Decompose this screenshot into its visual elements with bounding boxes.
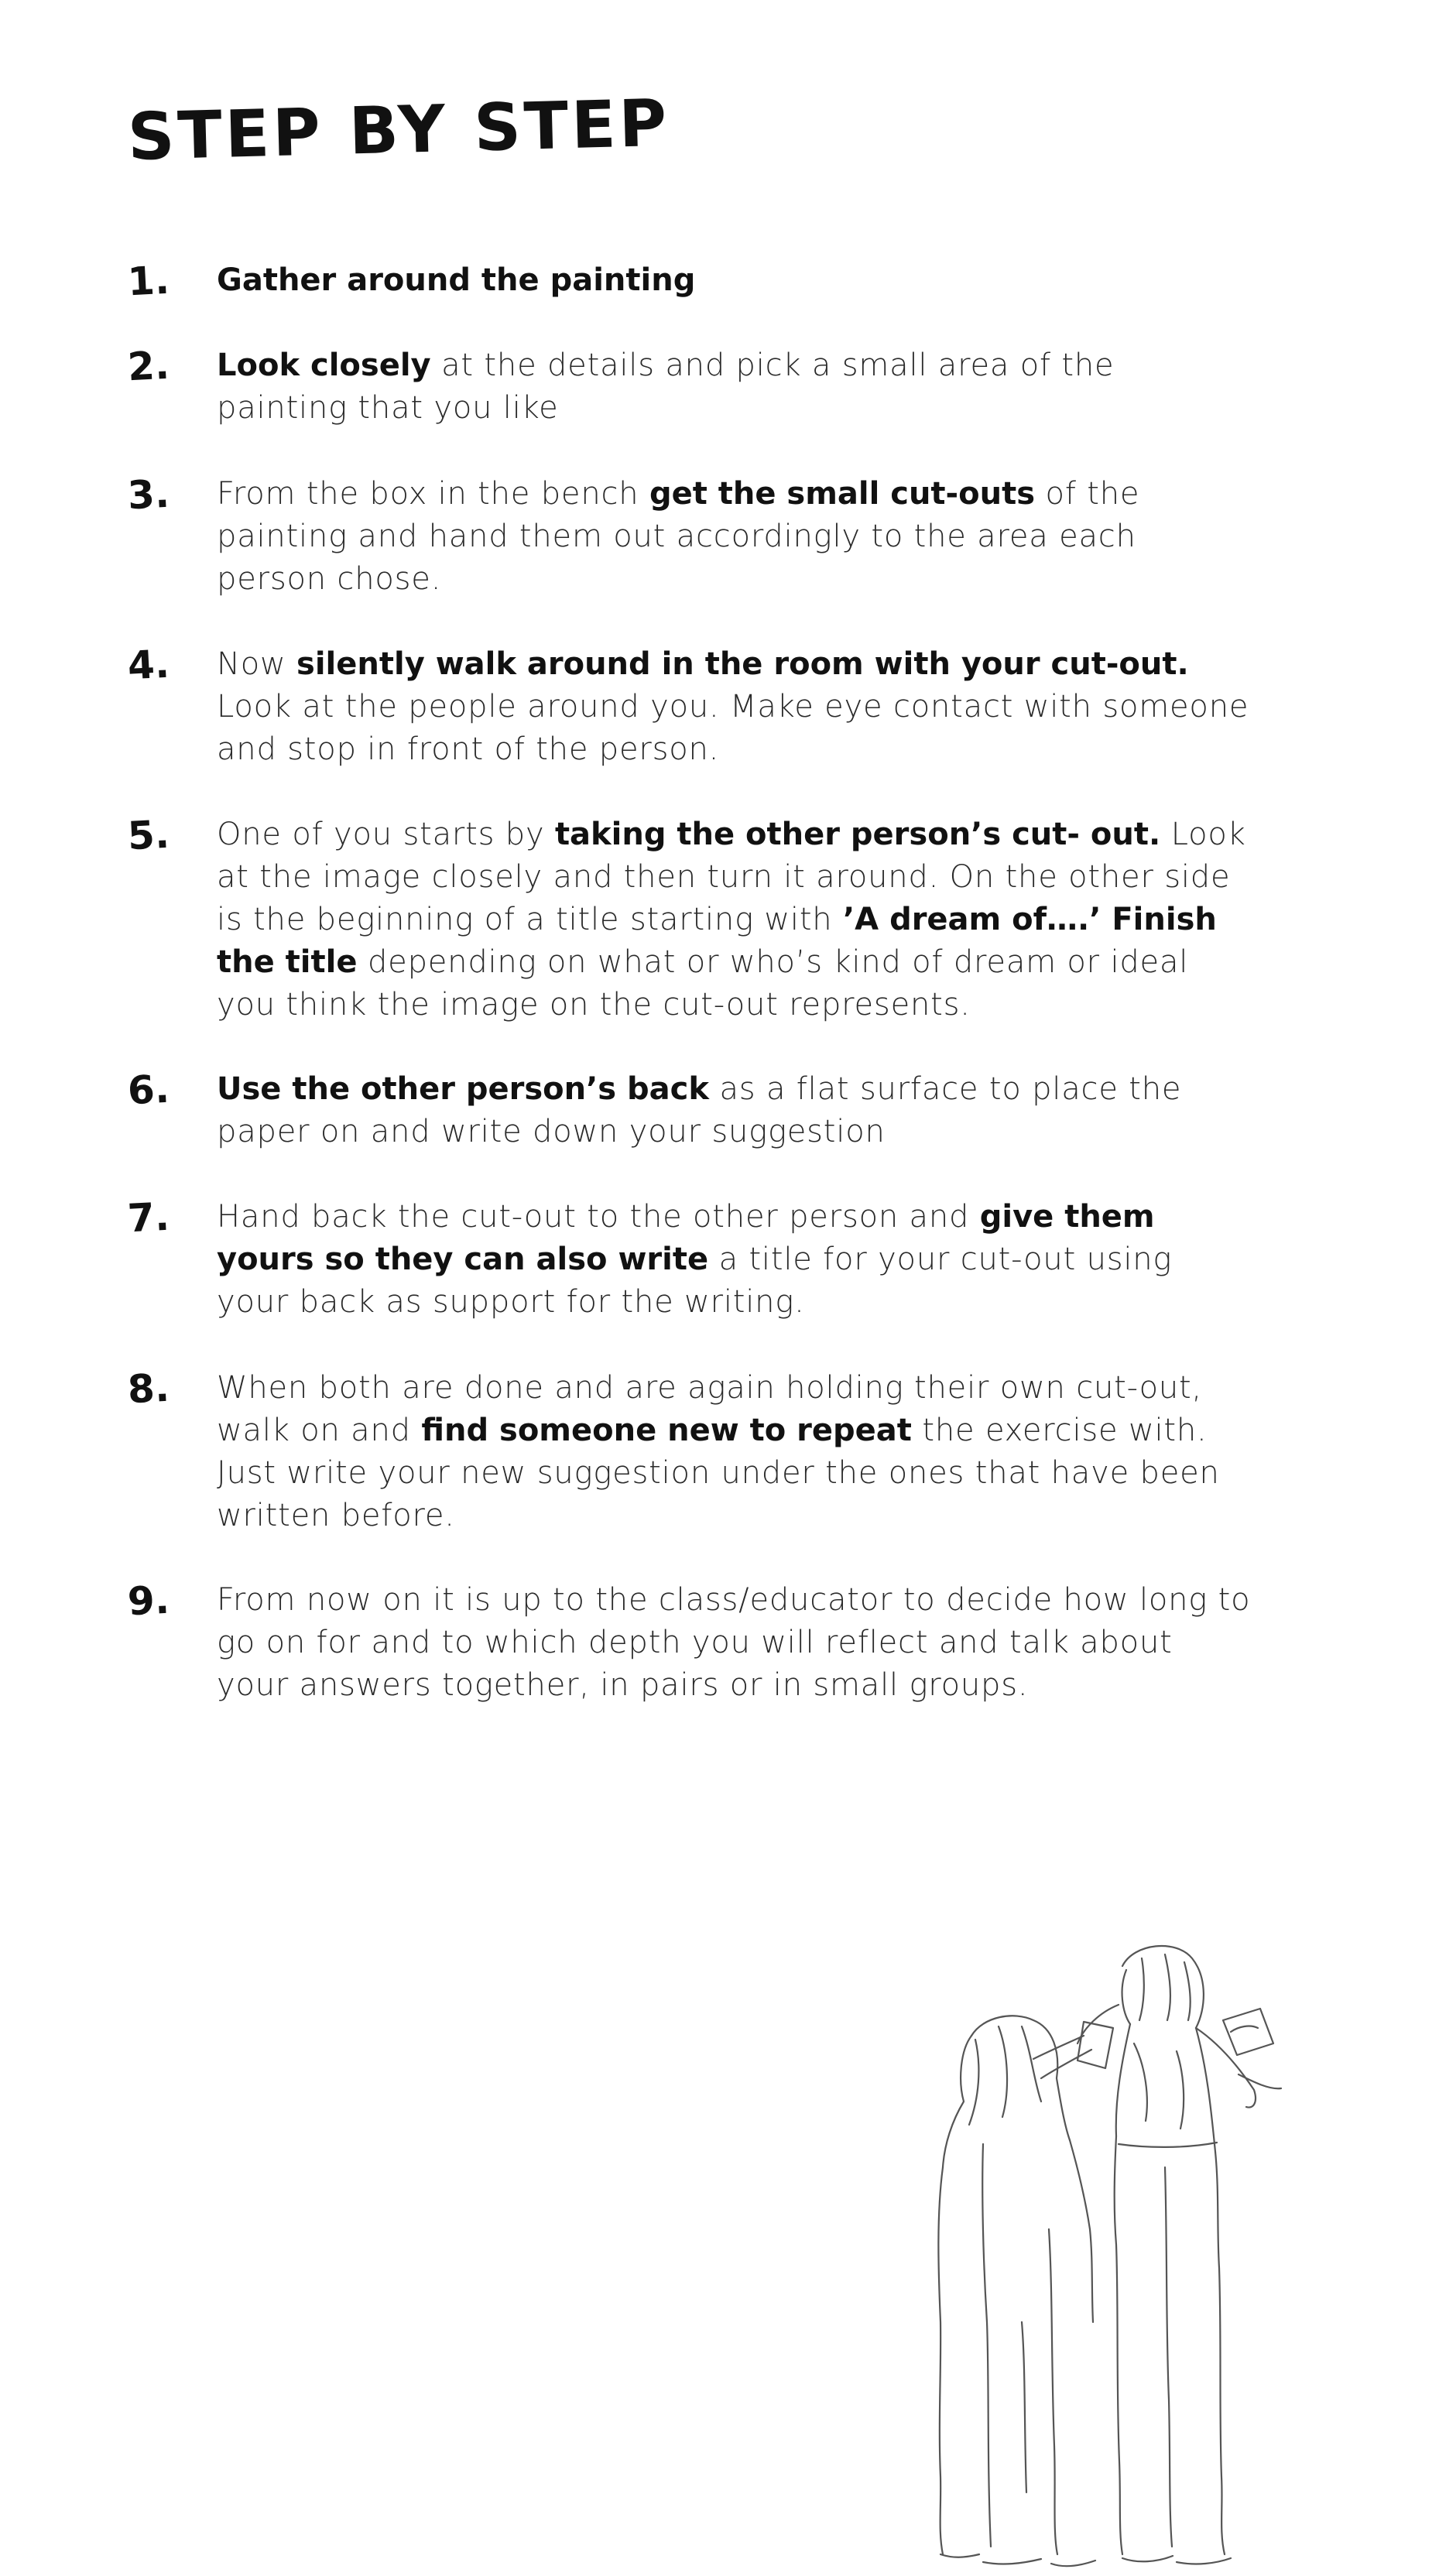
- step-text-regular: as a flat surface to place the paper on and write down your suggestion: [217, 1071, 1182, 1149]
- step-text: [217, 473, 1254, 601]
- step-number: 3.: [126, 471, 171, 519]
- step-text-regular: the exercise with. Just write your new suggestion under the ones that have been written before.: [217, 1413, 1220, 1533]
- step-text: [217, 1367, 1254, 1537]
- step-text: [217, 643, 1254, 771]
- step-number: 4.: [126, 641, 171, 689]
- step-text: [217, 1579, 1254, 1707]
- two-people-sketch-icon: [867, 1935, 1300, 2570]
- step-text-bold: silently walk around in the room with your cut-out.: [296, 646, 1189, 682]
- step-text-bold: ’A dream of….’ Finish the title: [217, 902, 1217, 980]
- step-number: 5.: [126, 811, 171, 859]
- step-number: 1.: [126, 257, 171, 305]
- step-text: [217, 259, 1254, 302]
- step-text-regular: of the painting and hand them out accordingly to the area each person chose.: [217, 476, 1140, 597]
- step-text-regular: Now: [217, 646, 297, 682]
- step-text-regular: depending on what or who’s kind of dream or ideal you think the image on the cut-out represents.: [217, 944, 1189, 1023]
- step-text-regular: One of you starts by: [217, 817, 555, 852]
- step-text-bold: taking the other person’s cut- out.: [554, 817, 1161, 852]
- step-text-bold: give them yours so they can also write: [217, 1199, 1155, 1277]
- page-title: STEP BY STEP: [126, 84, 671, 175]
- step-text-regular: From the box in the bench: [217, 476, 649, 512]
- step-text-bold: find someone new to repeat: [421, 1413, 912, 1448]
- step-text: [217, 814, 1254, 1026]
- step-number: 6.: [126, 1066, 171, 1114]
- step-text-regular: a title for your cut-out using your back as support for the writing.: [217, 1242, 1173, 1320]
- step-text-bold: Look closely: [217, 348, 431, 383]
- step-text-regular: From now on it is up to the class/educator to decide how long to go on for and to which depth you will reflect and talk about your answers together, in pairs or in small groups.: [217, 1582, 1251, 1703]
- step-text-regular: Hand back the cut-out to the other person and: [217, 1199, 980, 1235]
- step-text: [217, 1196, 1254, 1324]
- step-text-regular: When both are done and are again holding their own cut-out, walk on and: [217, 1370, 1203, 1448]
- step-text-regular: Look at the image closely and then turn it around. On the other side is the beginning of a title starting with: [217, 817, 1246, 937]
- step-text-bold: Use the other person’s back: [217, 1071, 709, 1107]
- step-text-bold: get the small cut-outs: [649, 476, 1036, 512]
- step-text-regular: Look at the people around you. Make eye contact with someone and stop in front of the person.: [217, 689, 1249, 767]
- step-text-regular: at the details and pick a small area of the painting that you like: [217, 348, 1115, 426]
- step-text-bold: Gather around the painting: [217, 262, 696, 298]
- step-number: 7.: [126, 1194, 171, 1242]
- step-number: 9.: [126, 1577, 171, 1625]
- step-text: [217, 1068, 1254, 1153]
- step-number: 8.: [126, 1365, 171, 1413]
- step-text: [217, 344, 1254, 430]
- step-number: 2.: [126, 342, 171, 390]
